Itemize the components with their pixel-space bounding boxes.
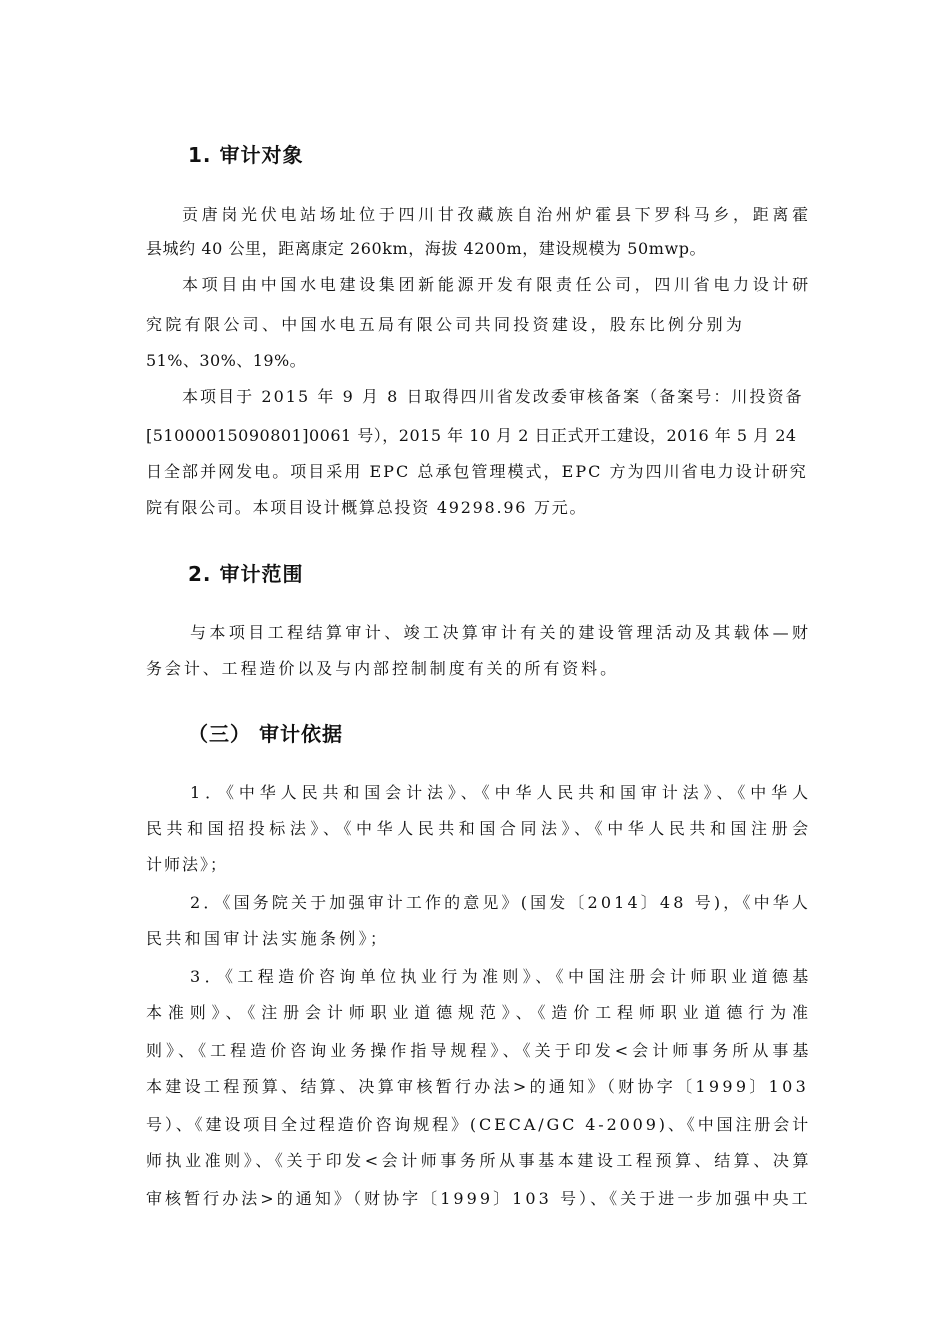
paragraph-line: 51%、30%、19%。 [146, 351, 307, 370]
paragraph-line: 师执业准则》、《关于印发<会计师事务所从事基本建设工程预算、结算、决算 [146, 1151, 813, 1170]
paragraph-line: 本项目于 2015 年 9 月 8 日取得四川省发改委审核备案（备案号：川投资备 [182, 387, 804, 406]
paragraph-line: 贡唐岗光伏电站场址位于四川甘孜藏族自治州炉霍县下罗科马乡，距离霍 [182, 205, 812, 224]
paragraph-line: 1．《中华人民共和国会计法》、《中华人民共和国审计法》、《中华人 [190, 783, 813, 802]
paragraph-line: 审核暂行办法>的通知》（财协字〔1999〕103 号）、《关于进一步加强中央工 [146, 1189, 811, 1208]
paragraph-line: 本项目由中国水电建设集团新能源开发有限责任公司，四川省电力设计研 [182, 275, 812, 294]
paragraph-line: 日全部并网发电。项目采用 EPC 总承包管理模式，EPC 方为四川省电力设计研究 [146, 462, 808, 481]
section-heading-audit-scope: 2. 审计范围 [188, 562, 304, 586]
paragraph-line: 3．《工程造价咨询单位执业行为准则》、《中国注册会计师职业道德基 [190, 967, 813, 986]
paragraph-line: 务会计、工程造价以及与内部控制制度有关的所有资料。 [146, 659, 620, 678]
paragraph-line: 2．《国务院关于加强审计工作的意见》(国发〔2014〕48 号)，《中华人 [190, 893, 812, 912]
paragraph-line: 计师法》； [146, 855, 229, 874]
paragraph-line: 本建设工程预算、结算、决算审核暂行办法>的通知》（财协字〔1999〕103 [146, 1077, 810, 1096]
paragraph-line: 则》、《工程造价咨询业务操作指导规程》、《关于印发<会计师事务所从事基 [146, 1041, 813, 1060]
paragraph-line: 院有限公司。本项目设计概算总投资 49298.96 万元。 [146, 498, 588, 517]
paragraph-line: [51000015090801]0061 号），2015 年 10 月 2 日正式开工建设，2016 年 5 月 24 [146, 426, 797, 445]
paragraph-line: 本准则》、《注册会计师职业道德规范》、《造价工程师职业道德行为准 [146, 1003, 814, 1022]
paragraph-line: 号）、《建设项目全过程造价咨询规程》(CECA/GC 4-2009)、《中国注册会计 [146, 1115, 811, 1134]
paragraph-line: 民共和国审计法实施条例》； [146, 929, 390, 948]
section-heading-audit-basis: （三） 审计依据 [188, 722, 343, 746]
paragraph-line: 究院有限公司、中国水电五局有限公司共同投资建设，股东比例分别为 [146, 315, 746, 334]
section-heading-audit-object: 1. 审计对象 [188, 143, 304, 167]
paragraph-line: 民共和国招投标法》、《中华人民共和国合同法》、《中华人民共和国注册会 [146, 819, 813, 838]
paragraph-line: 县城约 40 公里，距离康定 260km，海拔 4200m，建设规模为 50mwp。 [146, 239, 707, 258]
paragraph-line: 与本项目工程结算审计、竣工决算审计有关的建设管理活动及其载体—财 [190, 623, 812, 642]
